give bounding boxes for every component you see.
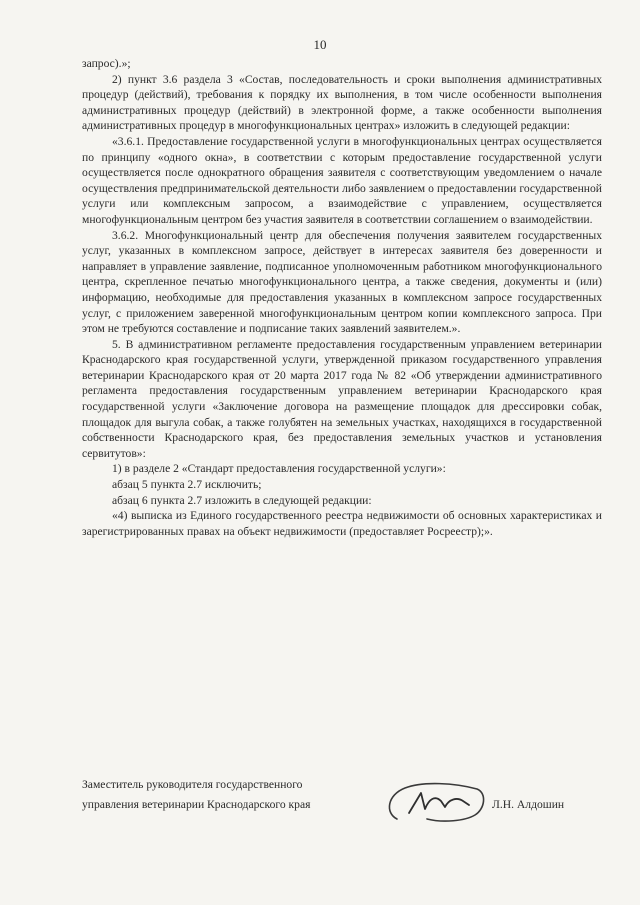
paragraph: 2) пункт 3.6 раздела 3 «Состав, последовательность и сроки выполнения административных процедур (действий), требования к порядку их выполнения, в том числе особенности выполнения административных процедур (действий) в электронной форме, а также особенности выполнения административных процедур в многофункциональных центрах» изложить в следующей редакции:: [82, 72, 602, 133]
signatory-title: [82, 775, 382, 815]
handwritten-signature: [379, 779, 491, 827]
paragraph: 3.6.2. Многофункциональный центр для обеспечения получения заявителем государственных услуг, указанных в комплексном запросе, действует в интересах заявителя без доверенности и направляет в управление заявление, подписанное уполномоченным работником многофункционального центра, скрепленное печатью многофункционального центра, а также сведения, документы и (или) информацию, необходимые для предоставления указанных в комплексном запросе государственных услуг, с приложением заверенной многофункциональным центром копии комплексного запроса. При этом не требуются составление и подписание таких заявлений заявителем.».: [82, 228, 602, 336]
paragraph: «4) выписка из Единого государственного реестра недвижимости об основных характеристиках и зарегистрированных правах на объект недвижимости (предоставляет Росреестр);».: [82, 509, 602, 538]
document-body: [82, 56, 602, 539]
signature-block: [82, 775, 602, 815]
paragraph: запрос).»;: [82, 57, 131, 70]
signatory-title-line: управления ветеринарии Краснодарского края: [82, 798, 311, 811]
paragraph: «3.6.1. Предоставление государственной услуги в многофункциональных центрах осуществляется по принципу «одного окна», в соответствии с которым предоставление государственной услуги осуществляется после однократного обращения заявителя с соответствующим уведомлением о начале осуществления предпринимательской деятельности либо заявлением о предоставлении государственной услуги или комплексным запросом, а взаимодействие с управлением, осуществляется многофункциональным центром без участия заявителя в соответствии соглашением о взаимодействии.: [82, 134, 602, 226]
paragraph: абзац 6 пункта 2.7 изложить в следующей редакции:: [112, 493, 372, 507]
page-number: 10: [313, 37, 327, 52]
signatory-title-line: Заместитель руководителя государственного: [82, 778, 303, 791]
paragraph: 1) в разделе 2 «Стандарт предоставления государственной услуги»:: [112, 462, 446, 476]
paragraph: абзац 5 пункта 2.7 исключить;: [112, 478, 262, 492]
paragraph: 5. В административном регламенте предоставления государственным управлением ветеринарии Краснодарского края государственной услуги, утвержденной приказом государственного управления ветеринарии Краснодарского края от 20 марта 2017 года № 82 «Об утверждении административного регламента предоставления государственным управлением ветеринарии Краснодарского края государственной услуги «Заключение договора на размещение площадок для дрессировки собак, площадок для выгула собак, а также голубятен на земельных участках, находящихся в государственной собственности Краснодарского края, без предоставления земельных участков и установления сервитутов»:: [82, 337, 602, 460]
signatory-name: Л.Н. Алдошин: [492, 798, 565, 811]
